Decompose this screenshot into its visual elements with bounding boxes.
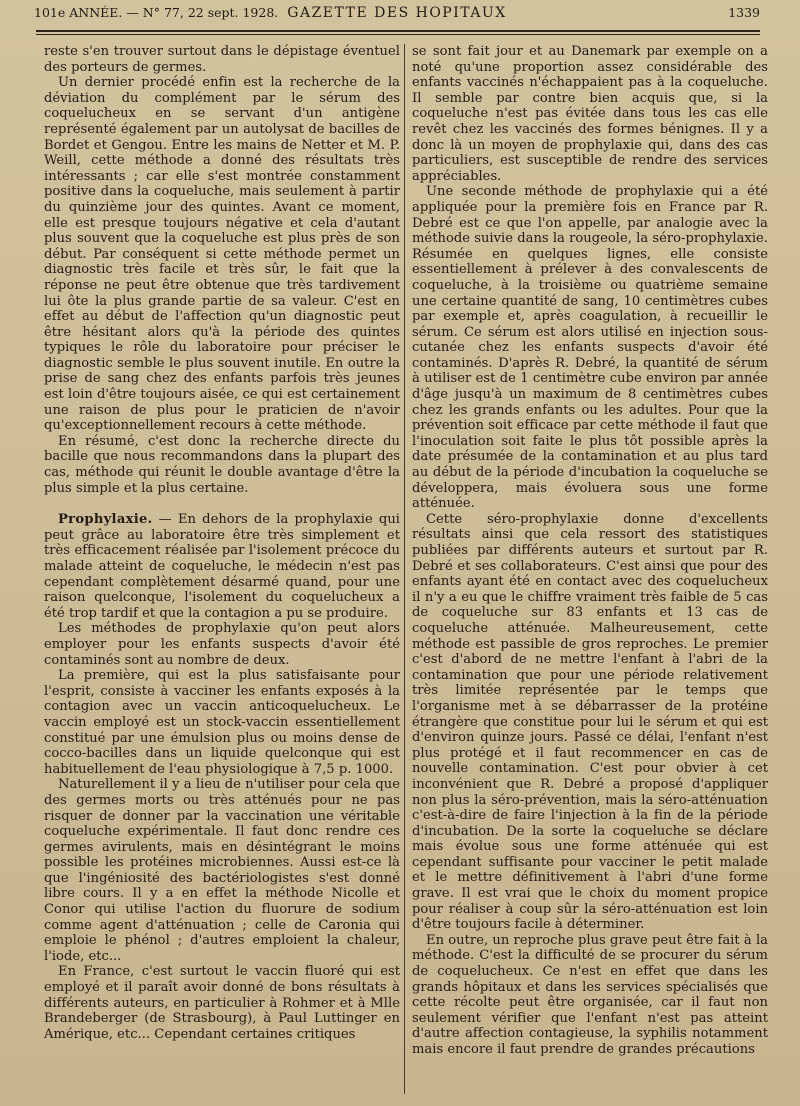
journal-title: GAZETTE DES HOPITAUX	[287, 5, 507, 21]
left-column	[44, 44, 400, 1094]
paragraph: La première, qui est la plus satisfaisante pour l'esprit, consiste à vacciner les enfants exposés à la contagion avec un vaccin anticoquelucheux. Le vaccin employé est un stock-vaccin essentiellement constitué par une émulsion plus ou moins dense de cocco-bacilles dans un liquide quelconque qui est habituellement de l'eau physiologique à 7,5 p. 1000.	[44, 668, 400, 777]
header-rule	[36, 30, 760, 35]
right-column	[412, 44, 768, 1094]
paragraph: Un dernier procédé enfin est la recherche de la déviation du complément par le sérum des coquelucheux en se servant d'un antigène représenté également par un autolysat de bacilles de Bordet et Gengou. Entre les mains de Netter et M. P. Weill, cette méthode a donné des résultats très intéressants ; car elle s'est montrée constamment positive dans la coqueluche, mais seulement à partir du quinzième jour des quintes. Avant ce moment, elle est presque toujours négative et cela d'autant plus souvent que la coqueluche est plus près de son début. Par conséquent si cette méthode permet un diagnostic très facile et très sûr, le fait que la réponse ne peut être obtenue que très tardivement lui ôte la plus grande partie de sa valeur. C'est en effet au début de l'affection qu'un diagnostic peut être hésitant alors qu'à la période des quintes typiques le rôle du laboratoire pour préciser le diagnostic semble le plus souvent inutile. En outre la prise de sang chez des enfants parfois très jeunes est loin d'être toujours aisée, ce qui est certainement une raison de plus pour le praticien de n'avoir qu'exceptionnellement recours à cette méthode.	[44, 75, 400, 434]
section-heading: Prophylaxie.	[58, 512, 153, 528]
page-number: 1339	[728, 5, 760, 20]
paragraph: Naturellement il y a lieu de n'utiliser pour cela que des germes morts ou très atténués pour ne pas risquer de donner par la vaccination une véritable coqueluche expérimentale. Il faut donc rendre ces germes avirulents, mais en désintégrant le moins possible les protéines microbiennes. Aussi est-ce là que l'ingéniosité des bactériologistes s'est donné libre cours. Il y a en effet la méthode Nicolle et Conor qui utilise l'action du fluorure de sodium comme agent d'atténuation ; celle de Caronia qui emploie le phénol ; d'autres emploient la chaleur, l'iode, etc...	[44, 777, 400, 964]
paragraph: Les méthodes de prophylaxie qu'on peut alors employer pour les enfants suspects d'avoir été contaminés sont au nombre de deux.	[44, 621, 400, 668]
column-divider	[404, 44, 405, 1094]
issue-info: 101e ANNÉE. — N° 77, 22 sept. 1928.	[34, 5, 279, 20]
prophylaxie-section	[44, 512, 400, 621]
paragraph: En résumé, c'est donc la recherche directe du bacille que nous recommandons dans la plupart des cas, méthode qui réunit le double avantage d'être la plus simple et la plus certaine.	[44, 433, 400, 496]
paragraph: se sont fait jour et au Danemark par exemple on a noté qu'une proportion assez considérable des enfants vaccinés n'échappaient pas à la coqueluche. Il semble par contre bien acquis que, si la coqueluche n'est pas évitée dans tous les cas elle revêt chez les vaccinés des formes bénignes. Il y a donc là un moyen de prophylaxie qui, dans des cas particuliers, est susceptible de rendre des services appréciables.	[412, 44, 768, 184]
paragraph: Cette séro-prophylaxie donne d'excellents résultats ainsi que cela ressort des statistiques publiées par différents auteurs et surtout par R. Debré et ses collaborateurs. C'est ainsi que pour des enfants ayant été en contact avec des coquelucheux il n'y a eu que le chiffre vraiment très faible de 5 cas de coqueluche sur 83 enfants et 13 cas de coqueluche atténuée. Malheureusement, cette méthode est passible de gros reproches. Le premier c'est d'abord de ne mettre l'enfant à l'abri de la contamination que pour une période relativement très limitée représentée par le temps que l'organisme met à se débarrasser de la protéine étrangère que constitue pour lui le sérum et qui est d'environ quinze jours. Passé ce délai, l'enfant n'est plus protégé et il faut recommencer en cas de nouvelle contamination. C'est pour obvier à cet inconvénient que R. Debré a proposé d'appliquer non plus la séro-prévention, mais la séro-atténuation c'est-à-dire de faire l'injection à la fin de la période d'incubation. De la sorte la coqueluche se déclare mais évolue sous une forme atténuée qui est cependant suffisante pour vacciner le petit malade et le mettre définitivement à l'abri d'une forme grave. Il est vrai que le choix du moment propice pour réaliser à coup sûr la séro-atténuation est loin d'être toujours facile à déterminer.	[412, 511, 768, 933]
paragraph: En outre, un reproche plus grave peut être fait à la méthode. C'est la difficulté de se procurer du sérum de coquelucheux. Ce n'est en effet que dans les grands hôpitaux et dans les services spécialisés que cette récolte peut être organisée, car il faut non seulement vérifier que l'enfant n'est pas atteint d'autre affection contagieuse, la syphilis notamment mais encore il faut prendre de grandes précautions	[412, 932, 768, 1057]
paragraph: Une seconde méthode de prophylaxie qui a été appliquée pour la première fois en France par R. Debré est ce que l'on appelle, par analogie avec la méthode suivie dans la rougeole, la séro-prophylaxie. Résumée en quelques lignes, elle consiste essentiellement à prélever à des convalescents de coqueluche, à la troisième ou quatrième semaine une certaine quantité de sang, 10 centimètres cubes par exemple et, après coagulation, à recueillir le sérum. Ce sérum est alors utilisé en injection sous-cutanée chez les enfants suspects d'avoir été contaminés. D'après R. Debré, la quantité de sérum à utiliser est de 1 centimètre cube environ par année d'âge jusqu'à un maximum de 8 centimètres cubes chez les grands enfants ou les adultes. Pour que la prévention soit efficace par cette méthode il faut que l'inoculation soit faite le plus tôt possible après la date présumée de la contamination et au plus tard au début de la période d'incubation la coqueluche se développera, mais évoluera sous une forme atténuée.	[412, 184, 768, 512]
paragraph: reste s'en trouver surtout dans le dépistage éventuel des porteurs de germes.	[44, 44, 400, 75]
section-intro: — En dehors de la prophylaxie qui peut grâce au laboratoire être très simplement et très efficacement réalisée par l'isolement précoce du malade atteint de coqueluche, le médecin n'est pas cependant complètement désarmé quand, pour une raison quelconque, l'isolement du coquelucheux a été trop tardif et que la contagion a pu se produire.	[44, 512, 400, 621]
running-header	[34, 2, 760, 24]
paragraph: En France, c'est surtout le vaccin fluoré qui est employé et il paraît avoir donné de bons résultats à différents auteurs, en particulier à Rohmer et à Mlle Brandeberger (de Strasbourg), à Paul Luttinger en Amérique, etc... Cependant certaines critiques	[44, 964, 400, 1042]
